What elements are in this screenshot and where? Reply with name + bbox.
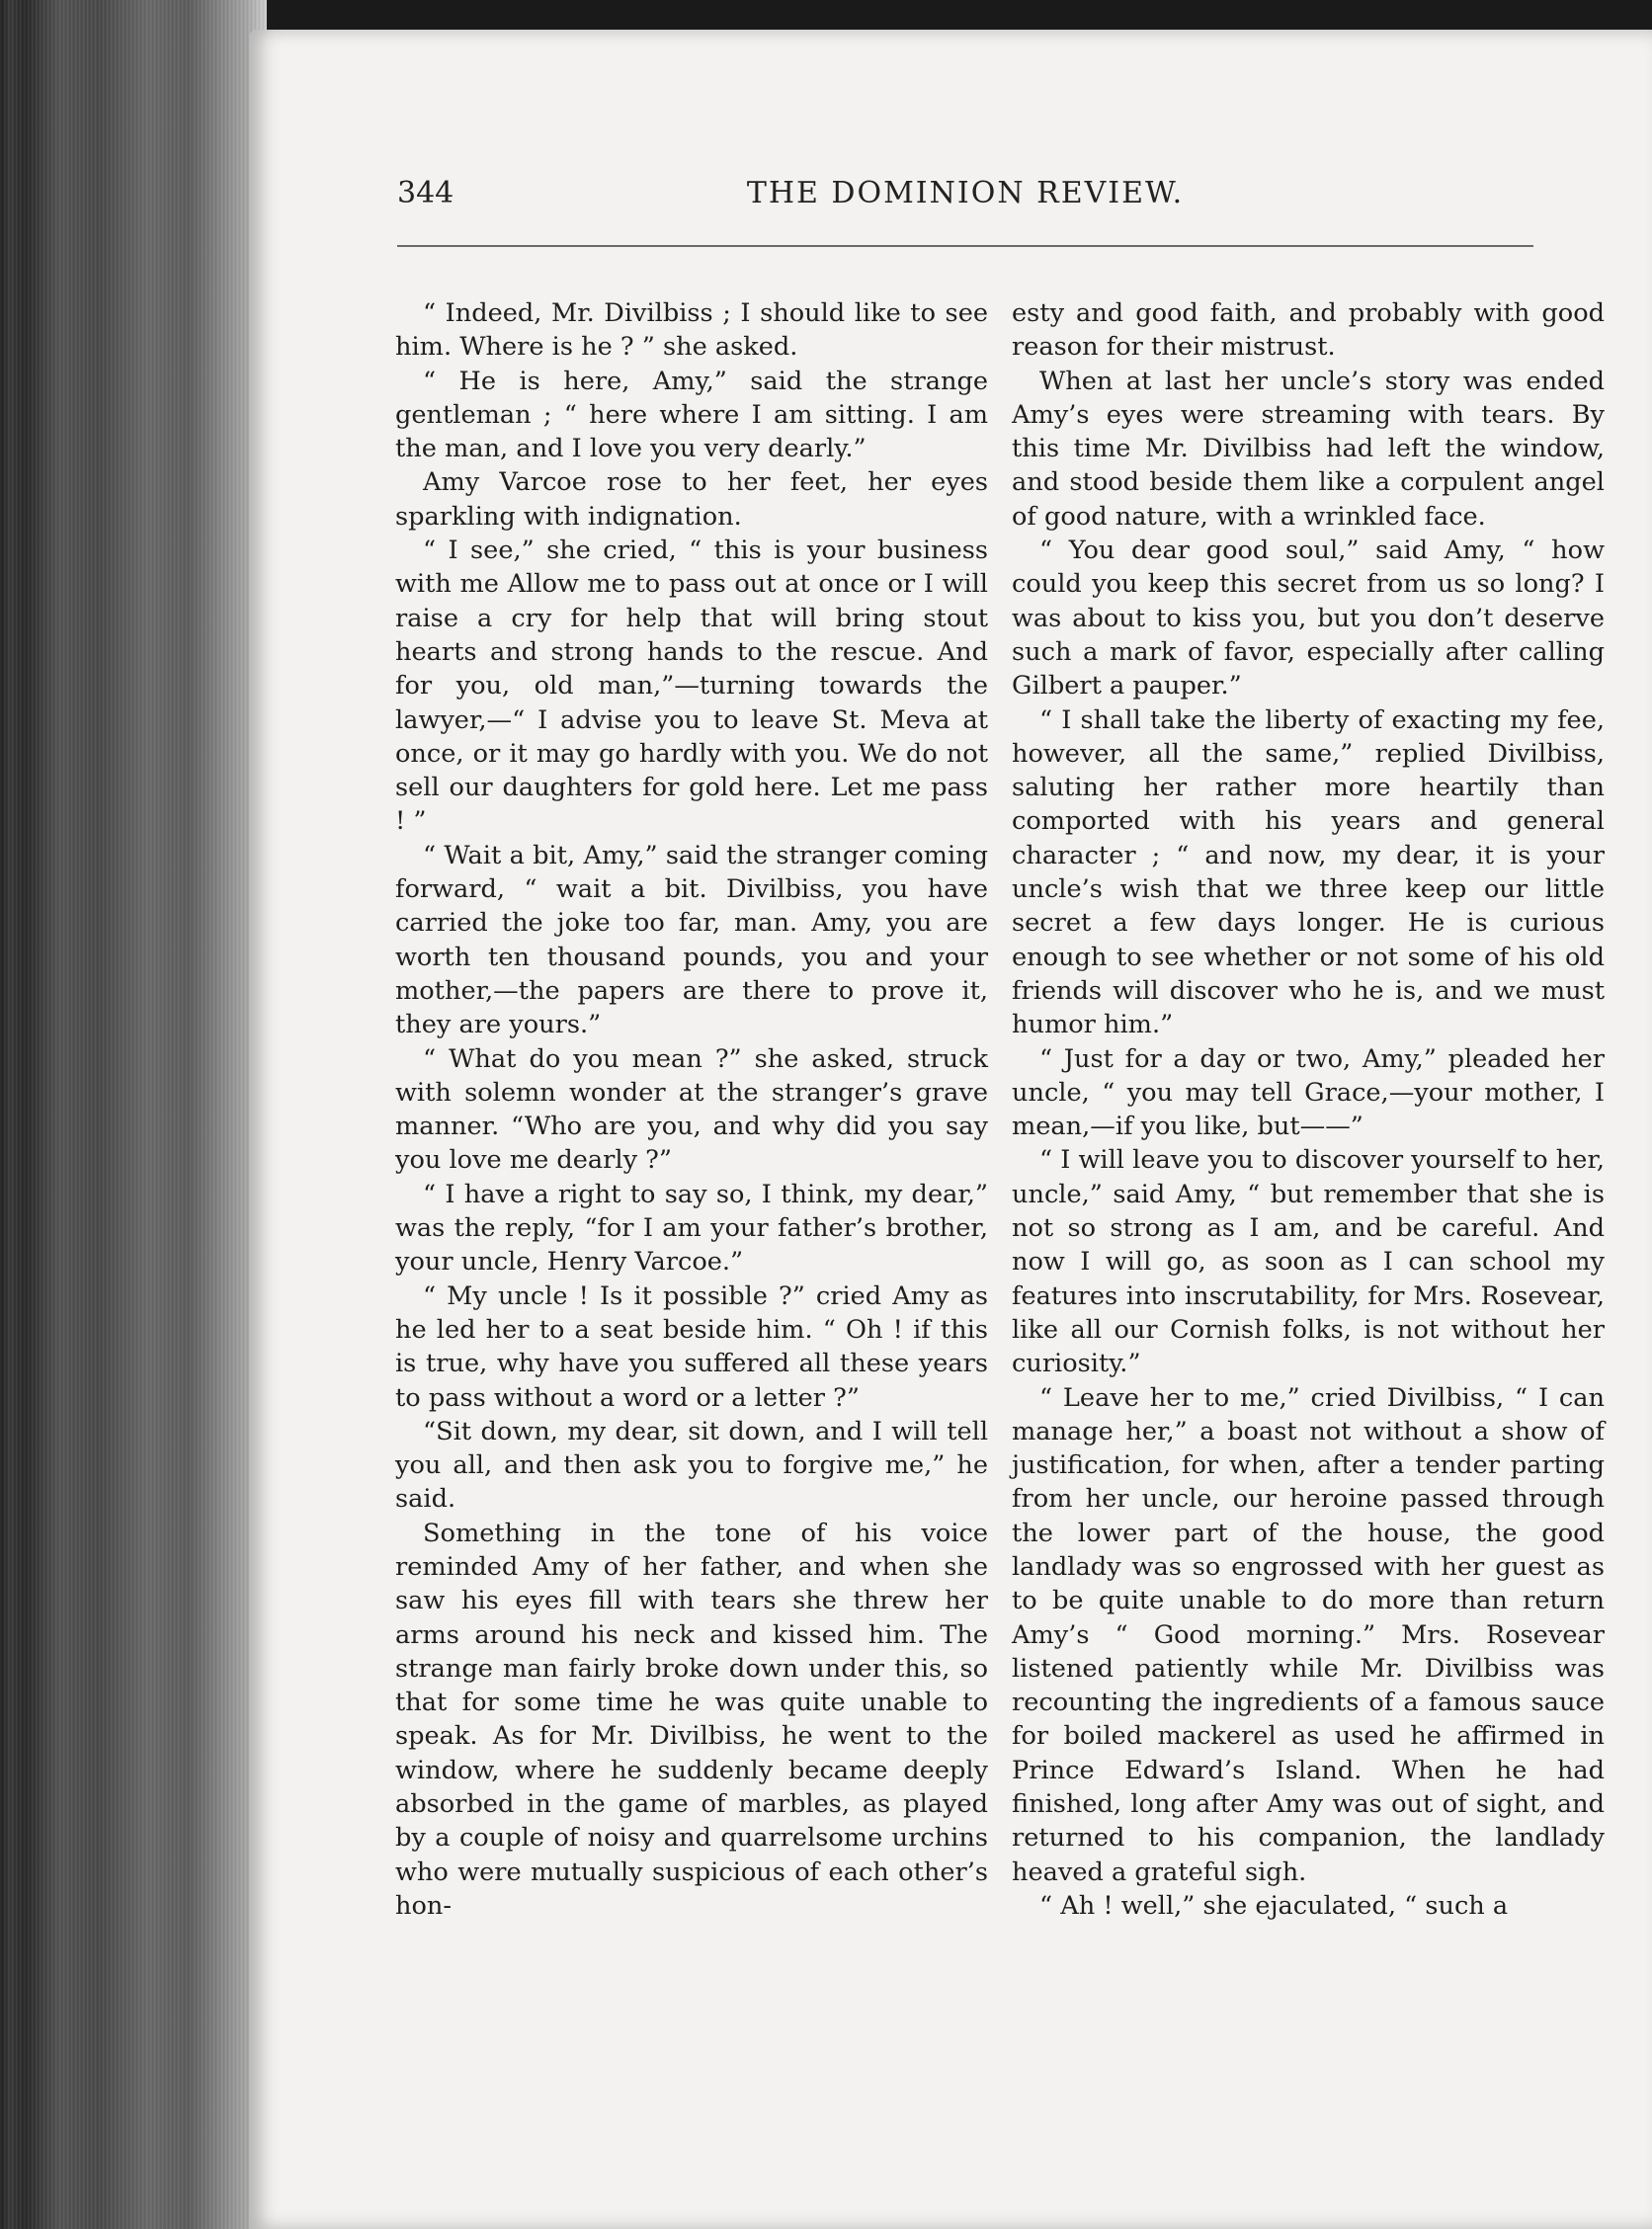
paragraph: “ He is here, Amy,” said the strange gentleman ; “ here where I am sitting. I am the man, and I love you very dearly.” [395, 366, 988, 464]
left-column [395, 296, 988, 1923]
paragraph: “ I see,” she cried, “ this is your business with me Allow me to pass out at once or I will raise a cry for help that will bring stout hearts and strong hands to the rescue. And for you, old man,”—turning towards the lawyer,—“ I advise you to leave St. Meva at once, or it may go hardly with you. We do not sell our daughters for gold here. Let me pass ! ” [395, 536, 988, 837]
paragraph: “ Wait a bit, Amy,” said the stranger coming forward, “ wait a bit. Divilbiss, you have carried the joke too far, man. Amy, you are worth ten thousand pounds, you and your mother,—the papers are there to prove it, they are yours.” [395, 840, 988, 1040]
paragraph: “Sit down, my dear, sit down, and I will tell you all, and then ask you to forgive me,” he said. [395, 1416, 988, 1515]
page-header [397, 176, 1533, 235]
paragraph-continued: esty and good faith, and probably with good reason for their mistrust. [1012, 298, 1605, 363]
right-column [1012, 296, 1605, 1923]
header-rule [397, 245, 1533, 247]
paragraph: “ Just for a day or two, Amy,” pleaded her uncle, “ you may tell Grace,—your mother, I mean,—if you like, but——” [1012, 1043, 1605, 1142]
page-number: 344 [397, 176, 454, 210]
book-spine-edge [0, 0, 267, 2229]
paragraph: Something in the tone of his voice reminded Amy of her father, and when she saw his eyes fill with tears she threw her arms around his neck and kissed him. The strange man fairly broke down under this, so that for some time he was quite unable to speak. As for Mr. Divilbiss, he went to the window, where he suddenly became deeply absorbed in the game of marbles, as played by a couple of noisy and quarrelsome urchins who were mutually suspicious of each other’s hon- [395, 1518, 988, 1921]
running-title: THE DOMINION REVIEW. [746, 176, 1185, 210]
paragraph: “ Ah ! well,” she ejaculated, “ such a [1039, 1890, 1509, 1921]
paragraph: Amy Varcoe rose to her feet, her eyes sparkling with indignation. [395, 467, 988, 532]
paragraph: “ You dear good soul,” said Amy, “ how could you keep this secret from us so long? I was about to kiss you, but you don’t deserve such a mark of favor, especially after calling Gilbert a pauper.” [1012, 536, 1605, 702]
paragraph: When at last her uncle’s story was ended Amy’s eyes were streaming with tears. By this time Mr. Divilbiss had left the window, and stood beside them like a corpulent angel of good nature, with a wrinkled face. [1012, 366, 1605, 532]
book-page [249, 30, 1652, 2229]
paragraph: “ Indeed, Mr. Divilbiss ; I should like to see him. Where is he ? ” she asked. [395, 298, 988, 363]
paragraph: “ What do you mean ?” she asked, struck with solemn wonder at the stranger’s grave manner. “Who are you, and why did you say you love me dearly ?” [395, 1043, 988, 1176]
paragraph: “ I shall take the liberty of exacting my fee, however, all the same,” replied Divilbiss, saluting her rather more heartily than comported with his years and general character ; “ and now, my dear, it is your uncle’s wish that we three keep our little secret a few days longer. He is curious enough to see whether or not some of his old friends will discover who he is, and we must humor him.” [1012, 704, 1605, 1040]
paragraph: “ My uncle ! Is it possible ?” cried Amy as he led her to a seat beside him. “ Oh ! if this is true, why have you suffered all these years to pass without a word or a letter ?” [395, 1280, 988, 1413]
paragraph: “ I will leave you to discover yourself to her, uncle,” said Amy, “ but remember that she is not so strong as I am, and be careful. And now I will go, as soon as I can school my features into inscrutability, for Mrs. Rosevear, like all our Cornish folks, is not without her curiosity.” [1012, 1145, 1605, 1379]
paragraph: “ I have a right to say so, I think, my dear,” was the reply, “for I am your father’s brother, your uncle, Henry Varcoe.” [395, 1179, 988, 1278]
paragraph: “ Leave her to me,” cried Divilbiss, “ I can manage her,” a boast not without a show of justification, for when, after a tender parting from her uncle, our heroine passed through the lower part of the house, the good landlady was so engrossed with her guest as to be quite unable to do more than return Amy’s “ Good morning.” Mrs. Rosevear listened patiently while Mr. Divilbiss was recounting the ingredients of a famous sauce for boiled mackerel as used he affirmed in Prince Edward’s Island. When he had finished, long after Amy was out of sight, and returned to his companion, the landlady heaved a grateful sigh. [1012, 1382, 1605, 1887]
